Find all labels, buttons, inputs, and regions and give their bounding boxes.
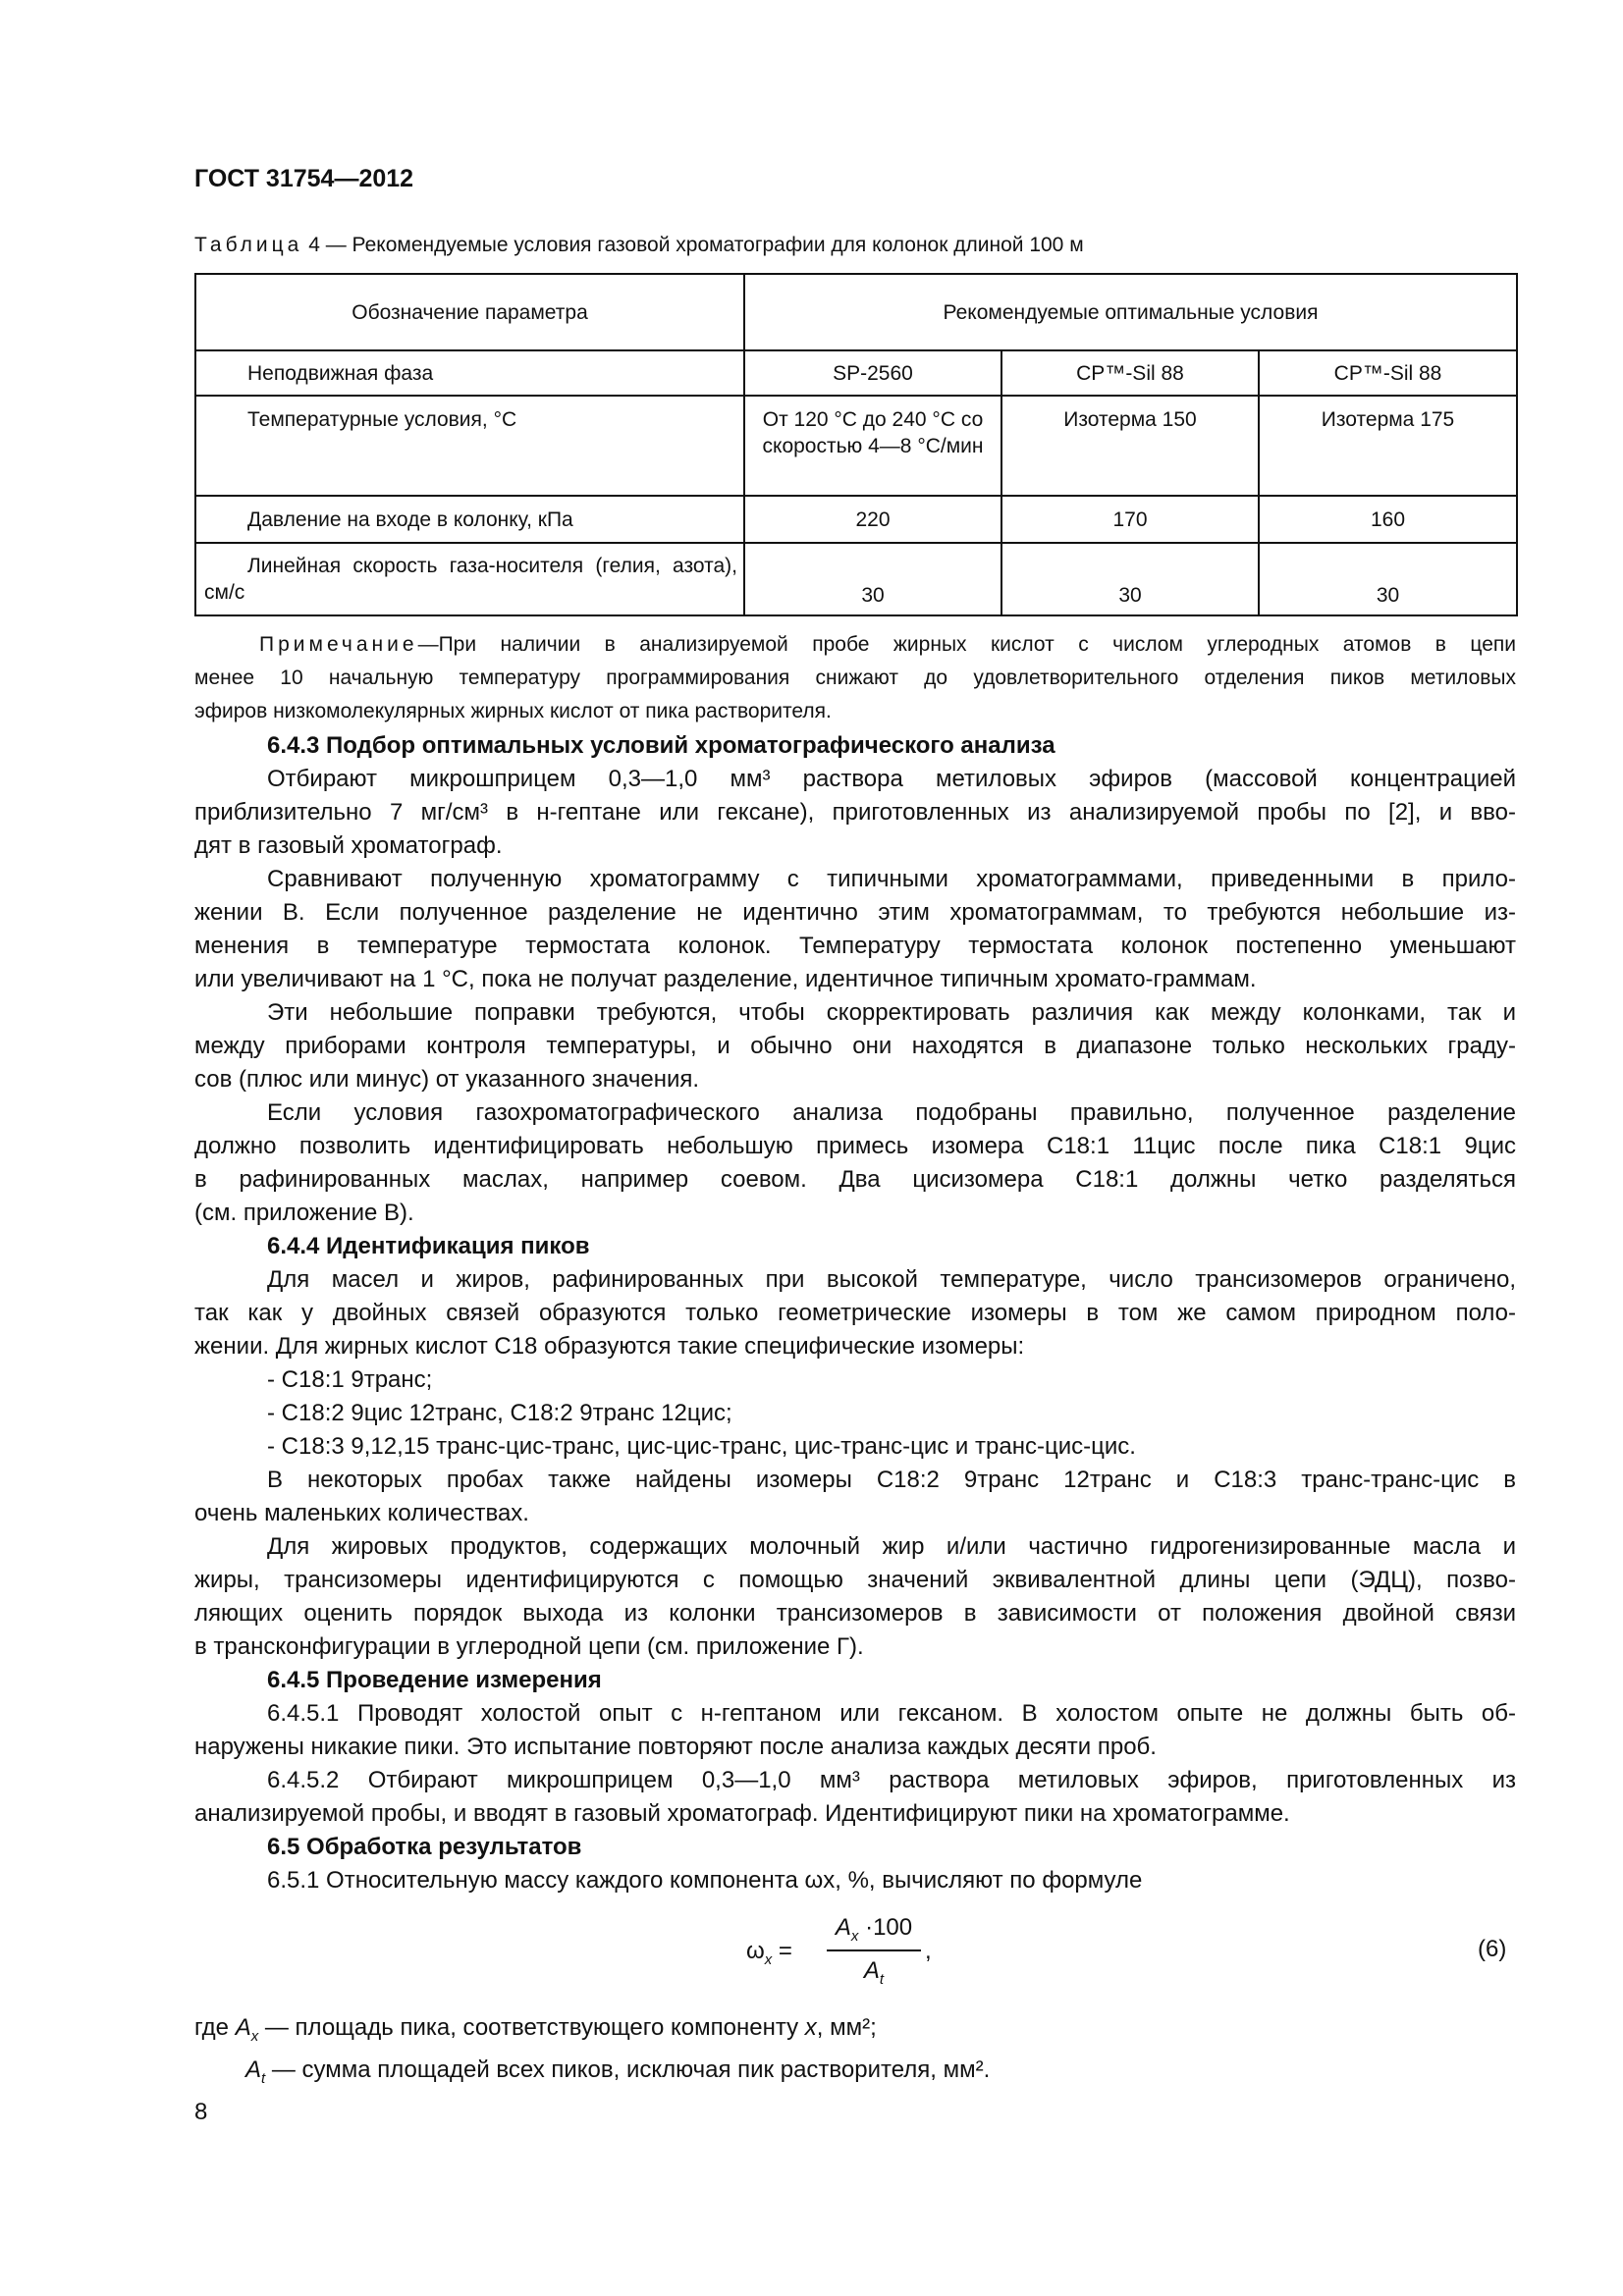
note-line: менее 10 начальную температуру программирования снижают до удовлетворительного отделения пиков метиловых [194,667,1516,689]
document-header: ГОСТ 31754—2012 [194,165,414,192]
text-line: 6.4.5.1 Проводят холостой опыт с н-гептаном или гексаном. В холостом опыте не должны быть об- [267,1700,1516,1727]
table-caption-word: Таблица [194,234,303,256]
where-word: где [194,2014,236,2041]
table-note [194,630,1516,730]
equation-number: (6) [1478,1936,1507,1962]
num-sub: x [850,1927,859,1945]
text-line: - С18:3 9,12,15 транс-цис-транс, цис-цис-транс, цис-транс-цис и транс-цис-цис. [267,1433,1136,1460]
section-heading: 6.5 Обработка результатов [267,1834,582,1860]
formula-legend [194,2011,990,2096]
text-line: 6.5.1 Относительную массу каждого компонента ωx, %, вычисляют по формуле [267,1867,1143,1894]
header-conditions: Рекомендуемые оптимальные условия [744,274,1517,350]
page-number: 8 [194,2099,208,2125]
formula-numerator [825,1914,923,1945]
text-line: должно позволить идентифицировать небольшую примесь изомера С18:1 11цис после пика С18:1 9цис [194,1133,1516,1159]
text-line: - С18:1 9транс; [267,1366,433,1393]
var-sub: x [250,2027,259,2045]
cell: От 120 °С до 240 °С со скоростью 4—8 °С/мин [744,396,1001,496]
row-label: Давление на входе в колонку, кПа [195,496,744,543]
table-caption [194,234,1084,257]
table-row [195,496,1517,543]
text-line: между приборами контроля температуры, и обычно они находятся в диапазоне только нескольких граду- [194,1033,1516,1059]
text-line: анализируемой пробы, и вводят в газовый хроматограф. Идентифицируют пики на хроматограмме. [194,1800,1290,1827]
var-a: A [245,2056,262,2083]
cell: CP™-Sil 88 [1001,350,1259,396]
text-line: - С18:2 9цис 12транс, С18:2 9транс 12цис; [267,1400,732,1426]
cell: 160 [1259,496,1517,543]
legend-line-at [194,2054,990,2096]
cell: CP™-Sil 88 [1259,350,1517,396]
text-line: (см. приложение В). [194,1200,414,1226]
text-line: В некоторых пробах также найдены изомеры С18:2 9транс 12транс и С18:3 транс-транс-цис в [267,1467,1516,1493]
table-caption-text: 4 — Рекомендуемые условия газовой хроматографии для колонок длиной 100 м [308,234,1084,256]
text-line: жении В. Если полученное разделение не идентично этим хроматограммам, то требуются небольшие из- [194,899,1516,926]
text-line: наружены никакие пики. Это испытание повторяют после анализа каждых десяти проб. [194,1734,1157,1760]
text-line: Сравнивают полученную хроматограмму с типичными хроматограммами, приведенными в прило- [267,866,1516,892]
num-var: A [835,1914,851,1941]
table-header-row [195,274,1517,350]
note-word: Примечание [259,633,418,656]
table-row [195,350,1517,396]
text-line: ляющих оценить порядок выхода из колонки трансизомеров в зависимости от положения двойной связи [194,1600,1516,1627]
formula-lhs [746,1938,792,1968]
legend-text: — сумма площадей всех пиков, исключая пик растворителя, мм². [265,2056,991,2083]
row-label: Неподвижная фаза [195,350,744,396]
text-line: так как у двойных связей образуются только геометрические изомеры в том же самом природном поло- [194,1300,1516,1326]
text-line: Для масел и жиров, рафинированных при высокой температуре, число трансизомеров ограничено, [267,1266,1516,1293]
formula [746,1914,1001,2002]
formula-denominator [825,1957,923,1988]
equals-sign: = [778,1938,792,1964]
text-line: жиры, трансизомеры идентифицируются с помощью значений эквивалентной длины цепи (ЭДЦ), позво- [194,1567,1516,1593]
text-line: приблизительно 7 мг/см³ в н-гептане или гексане), приготовленных из анализируемой пробы по [2], и вво- [194,799,1516,826]
text-line: Эти небольшие поправки требуются, чтобы скорректировать различия как между колонками, так и [267,999,1516,1026]
cell: 30 [1001,543,1259,615]
text-line: в трансконфигурации в углеродной цепи (см. приложение Г). [194,1633,864,1660]
section-heading: 6.4.3 Подбор оптимальных условий хроматографического анализа [267,732,1055,759]
cell: 220 [744,496,1001,543]
text-line: Если условия газохроматографического анализа подобраны правильно, полученное разделение [267,1099,1516,1126]
cell: 170 [1001,496,1259,543]
note-text: —При наличии в анализируемой пробе жирных кислот с числом углеродных атомов в цепи [417,633,1516,656]
table-row [195,543,1517,615]
conditions-table [194,273,1518,616]
row-label: Температурные условия, °С [195,396,744,496]
den-sub: t [879,1970,885,1988]
fraction-bar [827,1949,921,1951]
text-line: или увеличивают на 1 °С, пока не получат разделение, идентичное типичным хромато-граммам. [194,966,1257,992]
text-line: менения в температуре термостата колонок. Температуру термостата колонок постепенно уменьшают [194,933,1516,959]
cell: SP-2560 [744,350,1001,396]
text-line: очень маленьких количествах. [194,1500,529,1526]
row-label: Линейная скорость газа-носителя (гелия, азота), см/с [195,543,744,615]
legend-line-ax [194,2011,990,2054]
note-line: эфиров низкомолекулярных жирных кислот от пика растворителя. [194,700,832,722]
legend-text: — площадь пика, соответствующего компоненту [258,2014,805,2041]
text-line: в рафинированных маслах, например соевом. Два цисизомера С18:1 должны четко разделяться [194,1166,1516,1193]
cell: Изотерма 175 [1259,396,1517,496]
text-line: 6.4.5.2 Отбирают микрошприцем 0,3—1,0 мм³ раствора метиловых эфиров, приготовленных из [267,1767,1516,1793]
body-text [194,729,1516,1897]
formula-comma: , [925,1938,932,1964]
text-line: дят в газовый хроматограф. [194,832,503,859]
num-rest: ·100 [858,1914,913,1941]
den-var: A [863,1957,880,1984]
note-line [194,630,1516,664]
legend-end: , мм²; [816,2014,877,2041]
cell: 30 [744,543,1001,615]
header-parameter: Обозначение параметра [195,274,744,350]
text-line: жении. Для жирных кислот С18 образуются такие специфические изомеры: [194,1333,1025,1360]
var-x: x [804,2014,817,2041]
var-a: A [235,2014,251,2041]
section-heading: 6.4.5 Проведение измерения [267,1667,602,1693]
text-line: Отбирают микрошприцем 0,3—1,0 мм³ раствора метиловых эфиров (массовой концентрацией [267,766,1516,792]
section-heading: 6.4.4 Идентификация пиков [267,1233,590,1259]
cell: 30 [1259,543,1517,615]
formula-lhs-sub: x [764,1950,773,1968]
omega-symbol: ω [746,1938,765,1964]
table-row [195,396,1517,496]
text-line: Для жировых продуктов, содержащих молочный жир и/или частично гидрогенизированные масла и [267,1533,1516,1560]
var-sub: t [261,2069,266,2087]
text-line: сов (плюс или минус) от указанного значения. [194,1066,700,1093]
cell: Изотерма 150 [1001,396,1259,496]
